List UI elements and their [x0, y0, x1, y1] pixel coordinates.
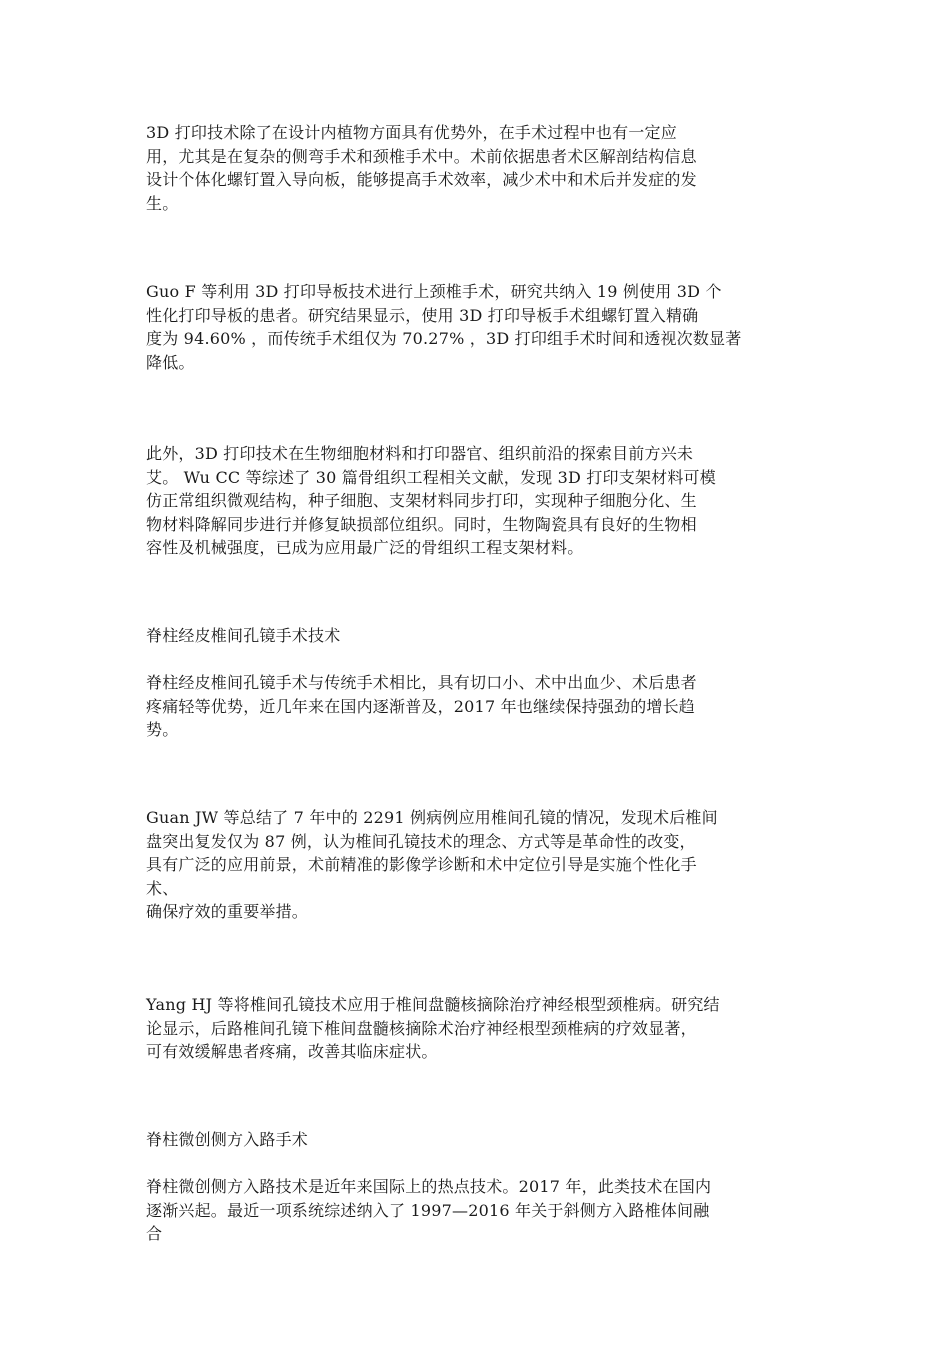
text-line: 用，尤其是在复杂的侧弯手术和颈椎手术中。术前依据患者术区解剖结构信息	[146, 146, 697, 166]
text-line: 性化打印导板的患者。研究结果显示，使用 3D 打印导板手术组螺钉置入精确	[146, 305, 699, 325]
text-line: 脊柱经皮椎间孔镜手术与传统手术相比，具有切口小、术中出血少、术后患者	[146, 673, 697, 692]
text-line: 可有效缓解患者疼痛，改善其临床症状。	[146, 1042, 438, 1061]
section-heading-lateral-approach: 脊柱微创侧方入路手术	[146, 1130, 309, 1149]
text-line: Yang HJ 等将椎间孔镜技术应用于椎间盘髓核摘除治疗神经根型颈椎病。研究结	[146, 995, 720, 1014]
paragraph-3d-printing-surgery	[146, 121, 814, 215]
text-line: 3D 打印技术除了在设计内植物方面具有优势外，在手术过程中也有一定应	[146, 123, 677, 142]
text-line: 降低。	[146, 352, 195, 372]
text-line: 合	[146, 1224, 163, 1243]
text-line: 艾。 Wu CC 等综述了 30 篇骨组织工程相关文献，发现 3D 打印支架材料可模	[146, 467, 716, 487]
text-line: 术、	[146, 878, 179, 898]
paragraph-guo-f-study	[146, 280, 814, 374]
text-line: 度为 94.60% ，而传统手术组仅为 70.27% ，3D 打印组手术时间和透视次数显著	[146, 329, 742, 348]
text-line: 逐渐兴起。最近一项系统综述纳入了 1997—2016 年关于斜侧方入路椎体间融	[146, 1200, 710, 1220]
text-line: 仿正常组织微观结构，种子细胞、支架材料同步打印，实现种子细胞分化、生	[146, 491, 697, 510]
text-line: Guan JW 等总结了 7 年中的 2291 例病例应用椎间孔镜的情况，发现术后椎间	[146, 808, 718, 827]
text-line: 势。	[146, 720, 179, 739]
text-line: 盘突出复发仅为 87 例，认为椎间孔镜技术的理念、方式等是革命性的改变，	[146, 831, 696, 851]
text-line: 确保疗效的重要举措。	[146, 902, 309, 921]
text-line: 设计个体化螺钉置入导向板，能够提高手术效率，减少术中和术后并发症的发	[146, 170, 697, 189]
text-line: 容性及机械强度，已成为应用最广泛的骨组织工程支架材料。	[146, 538, 584, 557]
paragraph-bio-printing	[146, 442, 814, 560]
paragraph-endoscopy-intro	[146, 671, 814, 742]
text-line: 具有广泛的应用前景，术前精准的影像学诊断和术中定位引导是实施个性化手	[146, 855, 697, 874]
section-heading-endoscopy: 脊柱经皮椎间孔镜手术技术	[146, 626, 341, 645]
text-line: 论显示，后路椎间孔镜下椎间盘髓核摘除术治疗神经根型颈椎病的疗效显著，	[146, 1018, 697, 1038]
text-line: 脊柱微创侧方入路技术是近年来国际上的热点技术。2017 年，此类技术在国内	[146, 1177, 712, 1196]
text-line: 生。	[146, 193, 179, 213]
text-line: 此外，3D 打印技术在生物细胞材料和打印器官、组织前沿的探索目前方兴未	[146, 444, 694, 463]
paragraph-yang-hj-study	[146, 993, 814, 1064]
paragraph-guan-jw-study	[146, 806, 814, 924]
text-line: Guo F 等利用 3D 打印导板技术进行上颈椎手术，研究共纳入 19 例使用 3D 个	[146, 282, 722, 301]
text-line: 疼痛轻等优势，近几年来在国内逐渐普及，2017 年也继续保持强劲的增长趋	[146, 696, 696, 716]
paragraph-lateral-approach-intro	[146, 1175, 814, 1246]
text-line: 物材料降解同步进行并修复缺损部位组织。同时，生物陶瓷具有良好的生物相	[146, 514, 697, 534]
